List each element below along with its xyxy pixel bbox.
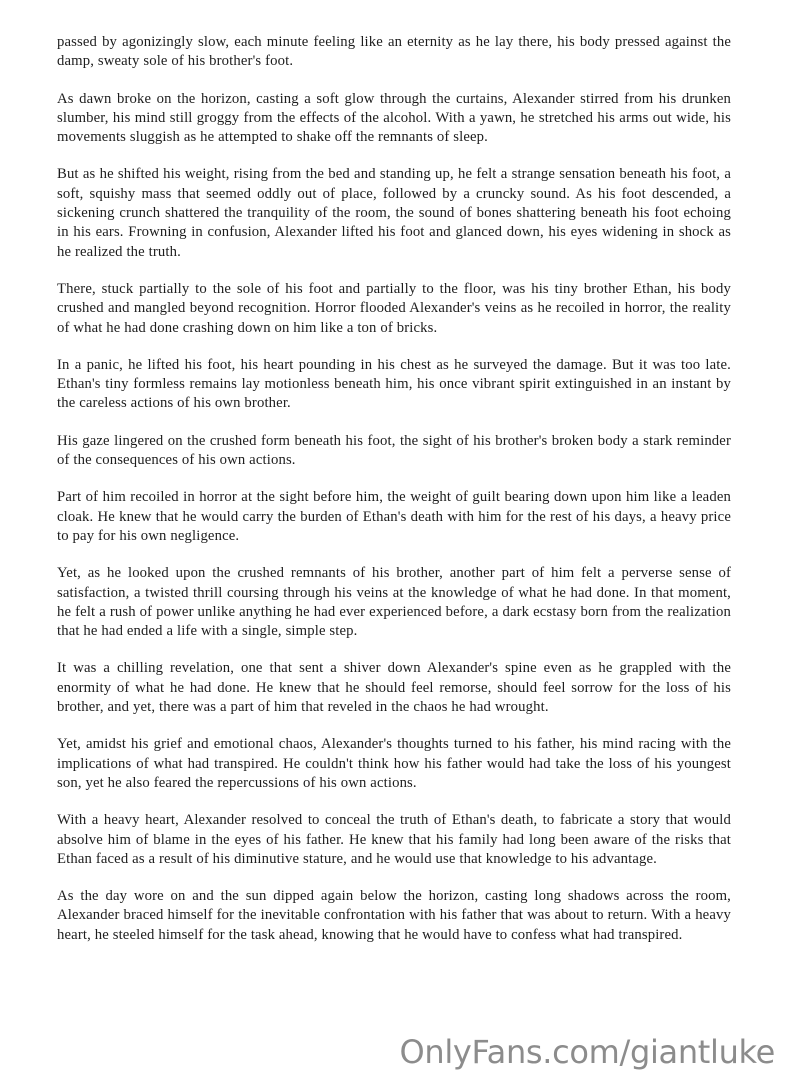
story-paragraph: Yet, as he looked upon the crushed remnants of his brother, another part of him felt a perverse sense of satisfaction, a twisted thrill coursing through his veins at the knowledge of what he had done. In that moment, he felt a rush of power unlike anything he had ever experienced before, a dark ecstasy born from the realization that he had ended a life with a single, simple step. [57,565,731,640]
story-paragraph: There, stuck partially to the sole of his foot and partially to the floor, was his tiny brother Ethan, his body crushed and mangled beyond recognition. Horror flooded Alexander's veins as he recoiled in horror, the reality of what he had done crashing down on him like a ton of bricks. [57,280,731,336]
story-paragraph: It was a chilling revelation, one that sent a shiver down Alexander's spine even as he grappled with the enormity of what he had done. He knew that he should feel remorse, should feel sorrow for the loss of his brother, and yet, there was a part of him that reveled in the chaos he had wrought. [57,660,731,716]
story-paragraph: Part of him recoiled in horror at the sight before him, the weight of guilt bearing down upon him like a leaden cloak. He knew that he would carry the burden of Ethan's death with him for the rest of his days, a heavy price to pay for his own negligence. [57,489,731,544]
story-paragraph: As dawn broke on the horizon, casting a soft glow through the curtains, Alexander stirred from his drunken slumber, his mind still groggy from the effects of the alcohol. With a yawn, he stretched his arms out wide, his movements sluggish as he attempted to shake off the remnants of sleep. [57,90,731,146]
story-paragraph: As the day wore on and the sun dipped again below the horizon, casting long shadows across the room, Alexander braced himself for the inevitable confrontation with his father that was about to return. With a heavy heart, he steeled himself for the task ahead, knowing that he would have to confess what had transpired. [57,888,731,943]
story-paragraph: In a panic, he lifted his foot, his heart pounding in his chest as he surveyed the damage. But it was too late. Ethan's tiny formless remains lay motionless beneath him, his once vibrant spirit extinguished in an instant by the careless actions of his own brother. [57,356,731,412]
story-paragraph: passed by agonizingly slow, each minute feeling like an eternity as he lay there, his body pressed against the damp, sweaty sole of his brother's foot. [57,34,731,70]
story-paragraph: But as he shifted his weight, rising from the bed and standing up, he felt a strange sensation beneath his foot, a soft, squishy mass that seemed oddly out of place, followed by a cruncky sound. As his foot descended, a sickening crunch shattered the tranquility of the room, the sound of bones shattering beneath his foot echoing in his ears. Frowning in confusion, Alexander lifted his foot and glanced down, his eyes widening in shock as he realized the truth. [57,166,731,260]
story-text-column [57,33,731,945]
watermark-text: OnlyFans.com/giantluke [399,1033,775,1071]
story-paragraph: His gaze lingered on the crushed form beneath his foot, the sight of his brother's broken body a stark reminder of the consequences of his own actions. [57,432,731,469]
story-paragraph: With a heavy heart, Alexander resolved to conceal the truth of Ethan's death, to fabricate a story that would absolve him of blame in the eyes of his father. He knew that his family had long been aware of the risks that Ethan faced as a result of his diminutive stature, and he would use that knowledge to his advantage. [57,812,731,867]
story-paragraph: Yet, amidst his grief and emotional chaos, Alexander's thoughts turned to his father, his mind racing with the implications of what had transpired. He couldn't think how his father would had take the loss of his youngest son, yet he also feared the repercussions of his own actions. [57,736,731,791]
